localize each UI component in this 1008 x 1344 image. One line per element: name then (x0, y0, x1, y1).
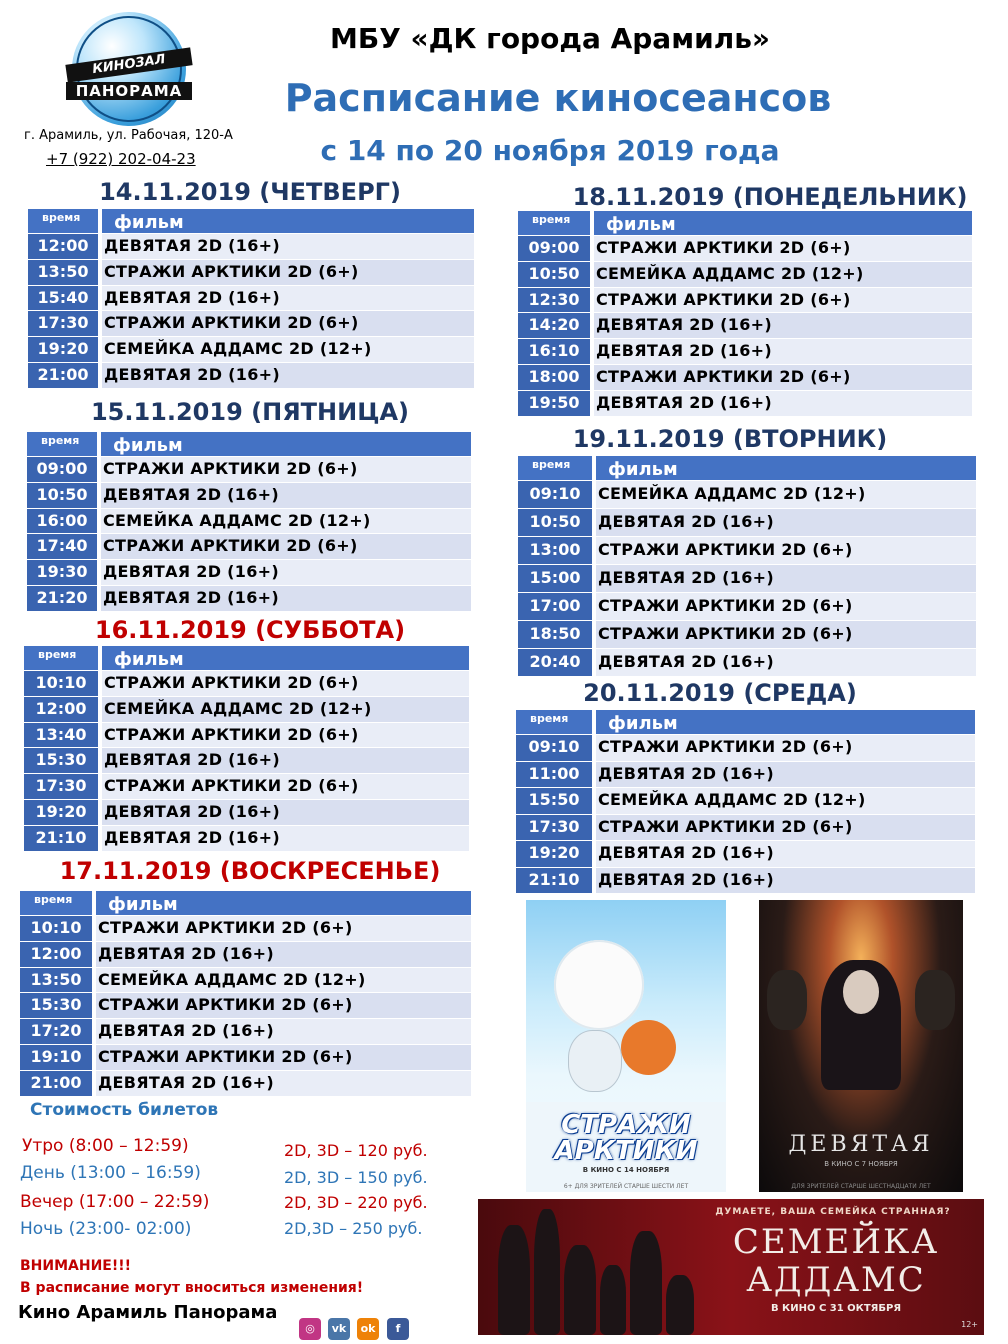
table-row (24, 799, 469, 825)
logo-top-text: КИНОЗАЛ (65, 47, 192, 82)
warning-notice (20, 1255, 363, 1299)
poster-release: В КИНО С 14 НОЯБРЯ (582, 1166, 670, 1174)
footer-name: Кино Арамиль Панорама (18, 1302, 278, 1323)
table-row (24, 670, 469, 696)
table-row (27, 559, 471, 585)
showtime: 17:30 (516, 815, 592, 841)
film-column-header: фильм (102, 646, 469, 670)
time-column-header: время (518, 456, 592, 480)
table-row (28, 285, 474, 311)
table-row (518, 536, 976, 564)
showtime: 19:20 (516, 841, 592, 867)
table-row (516, 867, 975, 894)
film-title: ДЕВЯТАЯ 2D (16+) (102, 286, 474, 311)
price-value-night: 2D,3D – 250 руб. (284, 1219, 423, 1238)
showtime: 16:10 (518, 339, 590, 364)
film-title: ДЕВЯТАЯ 2D (16+) (596, 649, 976, 676)
showtime: 17:40 (27, 534, 97, 559)
film-title: СТРАЖИ АРКТИКИ 2D (6+) (101, 457, 471, 482)
poster-age: 6+ ДЛЯ ЗРИТЕЛЕЙ СТАРШЕ ШЕСТИ ЛЕТ (563, 1183, 689, 1190)
film-title: СТРАЖИ АРКТИКИ 2D (6+) (101, 534, 471, 559)
film-title: ДЕВЯТАЯ 2D (16+) (96, 942, 471, 967)
schedule-table-20-11 (516, 710, 975, 893)
showtime: 12:30 (518, 288, 590, 313)
film-title: СЕМЕЙКА АДДАМС 2D (12+) (102, 697, 469, 722)
showtime: 21:10 (24, 826, 98, 851)
table-row (20, 1070, 471, 1096)
table-header (518, 456, 976, 480)
film-title: СЕМЕЙКА АДДАМС 2D (12+) (596, 788, 975, 814)
film-title: ДЕВЯТАЯ 2D (16+) (102, 363, 474, 388)
schedule-table-15-11 (27, 432, 471, 611)
table-row (24, 747, 469, 773)
table-row (27, 456, 471, 482)
showtime: 21:00 (28, 363, 98, 388)
showtime: 13:50 (28, 260, 98, 285)
day-title-18-11: 18.11.2019 (ПОНЕДЕЛЬНИК) (572, 183, 968, 211)
showtime: 15:00 (518, 565, 592, 592)
poster-title: СТРАЖИ АРКТИКИ (554, 1110, 698, 1166)
table-row (518, 648, 976, 676)
showtime: 17:30 (28, 311, 98, 336)
film-title: ДЕВЯТАЯ 2D (16+) (594, 339, 972, 364)
film-column-header: фильм (594, 211, 972, 235)
film-title: СТРАЖИ АРКТИКИ 2D (6+) (96, 1045, 471, 1070)
showtime: 10:50 (518, 262, 590, 287)
red-fox-art (621, 1020, 676, 1075)
schedule-table-14-11 (28, 209, 474, 388)
organization-title: МБУ «ДК города Арамиль» (329, 22, 770, 55)
logo-bottom-text: ПАНОРАМА (66, 82, 192, 100)
poster-age: ДЛЯ ЗРИТЕЛЕЙ СТАРШЕ ШЕСТНАДЦАТИ ЛЕТ (791, 1183, 931, 1190)
film-title: ДЕВЯТАЯ 2D (16+) (594, 391, 972, 416)
film-title: СТРАЖИ АРКТИКИ 2D (6+) (96, 916, 471, 941)
poster-release: В КИНО С 7 НОЯБРЯ (824, 1160, 898, 1168)
table-row (28, 259, 474, 285)
table-row (518, 235, 972, 261)
showtime: 10:50 (518, 509, 592, 536)
showtime: 10:10 (20, 916, 92, 941)
day-title-19-11: 19.11.2019 (ВТОРНИК) (572, 425, 888, 453)
poster-ninth (759, 900, 963, 1192)
film-title: ДЕВЯТАЯ 2D (16+) (102, 800, 469, 825)
warning-text: В расписание могут вноситься изменения! (20, 1280, 364, 1296)
instagram-icon[interactable]: ◎ (299, 1318, 321, 1340)
table-header (518, 211, 972, 235)
showtime: 19:10 (20, 1045, 92, 1070)
film-column-header: фильм (96, 891, 471, 915)
phone-link[interactable]: +7 (922) 202-04-23 (46, 150, 196, 168)
film-title: ДЕВЯТАЯ 2D (16+) (101, 483, 471, 508)
film-column-header: фильм (102, 209, 474, 233)
price-period-morning: Утро (8:00 – 12:59) (22, 1136, 189, 1156)
schedule-table-17-11 (20, 891, 471, 1096)
film-title: ДЕВЯТАЯ 2D (16+) (102, 234, 474, 259)
time-column-header: время (24, 646, 98, 670)
table-row (27, 585, 471, 611)
film-title: ДЕВЯТАЯ 2D (16+) (102, 826, 469, 851)
showtime: 15:50 (516, 788, 592, 814)
table-row (27, 482, 471, 508)
showtime: 15:30 (20, 993, 92, 1018)
showtime: 15:40 (28, 286, 98, 311)
showtime: 12:00 (28, 234, 98, 259)
table-row (516, 761, 975, 788)
film-title: ДЕВЯТАЯ 2D (16+) (102, 748, 469, 773)
address: г. Арамиль, ул. Рабочая, 120-А (24, 128, 233, 143)
film-title: СЕМЕЙКА АДДАМС 2D (12+) (101, 509, 471, 534)
time-column-header: время (27, 432, 97, 456)
poster-addams-family (478, 1199, 984, 1335)
table-row (27, 533, 471, 559)
day-title-15-11: 15.11.2019 (ПЯТНИЦА) (90, 398, 410, 426)
polar-bear-art (554, 940, 644, 1030)
film-title: СЕМЕЙКА АДДАМС 2D (12+) (594, 262, 972, 287)
table-row (20, 967, 471, 993)
table-row (518, 564, 976, 592)
ok-icon[interactable]: ok (357, 1318, 379, 1340)
table-row (20, 915, 471, 941)
film-title: ДЕВЯТАЯ 2D (16+) (96, 1019, 471, 1044)
film-column-header: фильм (596, 710, 975, 734)
film-title: ДЕВЯТАЯ 2D (16+) (596, 762, 975, 788)
film-title: СТРАЖИ АРКТИКИ 2D (6+) (96, 993, 471, 1018)
showtime: 11:00 (516, 762, 592, 788)
day-title-20-11: 20.11.2019 (СРЕДА) (583, 679, 857, 707)
day-title-16-11: 16.11.2019 (СУББОТА) (94, 616, 406, 644)
day-title-17-11: 17.11.2019 (ВОСКРЕСЕНЬЕ) (59, 857, 441, 885)
table-row (28, 362, 474, 388)
film-title: СТРАЖИ АРКТИКИ 2D (6+) (594, 288, 972, 313)
showtime: 09:10 (518, 481, 592, 508)
table-row (28, 233, 474, 259)
showtime: 09:00 (518, 236, 590, 261)
table-row (516, 787, 975, 814)
table-header (20, 891, 471, 915)
film-title: СЕМЕЙКА АДДАМС 2D (12+) (102, 337, 474, 362)
film-title: СТРАЖИ АРКТИКИ 2D (6+) (596, 593, 976, 620)
poster-age: 12+ (961, 1320, 978, 1329)
table-row (518, 312, 972, 338)
poster-title: СЕМЕЙКА АДДАМС (732, 1222, 940, 1300)
film-title: СТРАЖИ АРКТИКИ 2D (6+) (596, 621, 976, 648)
film-title: СТРАЖИ АРКТИКИ 2D (6+) (102, 260, 474, 285)
table-row (518, 364, 972, 390)
facebook-icon[interactable]: f (387, 1318, 409, 1340)
price-period-evening: Вечер (17:00 – 22:59) (20, 1192, 210, 1212)
film-title: СТРАЖИ АРКТИКИ 2D (6+) (102, 774, 469, 799)
cinema-logo (72, 12, 186, 126)
table-row (20, 1018, 471, 1044)
film-title: ДЕВЯТАЯ 2D (16+) (101, 586, 471, 611)
table-header (24, 646, 469, 670)
table-row (518, 261, 972, 287)
table-row (518, 480, 976, 508)
showtime: 19:30 (27, 560, 97, 585)
time-column-header: время (20, 891, 92, 915)
prices-heading: Стоимость билетов (30, 1100, 219, 1120)
time-column-header: время (516, 710, 592, 734)
page-title: Расписание киносеансов (284, 76, 832, 120)
film-title: СЕМЕЙКА АДДАМС 2D (12+) (596, 481, 976, 508)
showtime: 17:30 (24, 774, 98, 799)
film-title: ДЕВЯТАЯ 2D (16+) (101, 560, 471, 585)
price-period-night: Ночь (23:00- 02:00) (20, 1219, 192, 1239)
price-period-day: День (13:00 – 16:59) (20, 1163, 201, 1183)
arctic-fox-art (568, 1030, 622, 1092)
film-title: СТРАЖИ АРКТИКИ 2D (6+) (594, 365, 972, 390)
table-row (24, 773, 469, 799)
film-title: СТРАЖИ АРКТИКИ 2D (6+) (596, 815, 975, 841)
film-title: ДЕВЯТАЯ 2D (16+) (596, 565, 976, 592)
showtime: 15:30 (24, 748, 98, 773)
schedule-table-16-11 (24, 646, 469, 851)
showtime: 10:50 (27, 483, 97, 508)
film-title: СТРАЖИ АРКТИКИ 2D (6+) (596, 537, 976, 564)
film-title: ДЕВЯТАЯ 2D (16+) (96, 1071, 471, 1096)
table-row (516, 840, 975, 867)
showtime: 10:10 (24, 671, 98, 696)
day-title-14-11: 14.11.2019 (ЧЕТВЕРГ) (99, 178, 401, 206)
table-row (518, 338, 972, 364)
showtime: 09:00 (27, 457, 97, 482)
table-row (516, 814, 975, 841)
time-column-header: время (518, 211, 590, 235)
film-title: ДЕВЯТАЯ 2D (16+) (596, 509, 976, 536)
warning-title: ВНИМАНИЕ!!! (20, 1258, 132, 1274)
showtime: 13:00 (518, 537, 592, 564)
film-title: СТРАЖИ АРКТИКИ 2D (6+) (596, 735, 975, 761)
poster-title: ДЕВЯТАЯ (788, 1132, 934, 1157)
table-row (24, 722, 469, 748)
showtime: 09:10 (516, 735, 592, 761)
table-row (28, 336, 474, 362)
table-row (28, 310, 474, 336)
schedule-table-18-11 (518, 211, 972, 416)
film-title: ДЕВЯТАЯ 2D (16+) (596, 868, 975, 894)
table-row (518, 592, 976, 620)
showtime: 19:20 (28, 337, 98, 362)
table-row (24, 825, 469, 851)
showtime: 17:20 (20, 1019, 92, 1044)
table-header (28, 209, 474, 233)
film-column-header: фильм (596, 456, 976, 480)
film-title: ДЕВЯТАЯ 2D (16+) (594, 313, 972, 338)
showtime: 21:20 (27, 586, 97, 611)
showtime: 18:50 (518, 621, 592, 648)
film-title: СТРАЖИ АРКТИКИ 2D (6+) (102, 311, 474, 336)
table-row (516, 734, 975, 761)
price-value-evening: 2D, 3D – 220 руб. (284, 1193, 428, 1212)
table-row (24, 696, 469, 722)
film-column-header: фильм (101, 432, 471, 456)
table-row (518, 287, 972, 313)
showtime: 19:50 (518, 391, 590, 416)
price-value-day: 2D, 3D – 150 руб. (284, 1168, 428, 1187)
showtime: 17:00 (518, 593, 592, 620)
table-row (27, 508, 471, 534)
showtime: 12:00 (24, 697, 98, 722)
table-row (20, 941, 471, 967)
poster-tagline: ДУМАЕТЕ, ВАША СЕМЕЙКА СТРАННАЯ? (715, 1207, 951, 1217)
film-title: СТРАЖИ АРКТИКИ 2D (6+) (594, 236, 972, 261)
poster-arctic-dogs (526, 900, 726, 1192)
showtime: 13:40 (24, 723, 98, 748)
time-column-header: время (28, 209, 98, 233)
table-header (27, 432, 471, 456)
showtime: 16:00 (27, 509, 97, 534)
poster-release: В КИНО С 31 ОКТЯБРЯ (770, 1303, 902, 1314)
showtime: 20:40 (518, 649, 592, 676)
table-header (516, 710, 975, 734)
film-title: СЕМЕЙКА АДДАМС 2D (12+) (96, 968, 471, 993)
table-row (518, 620, 976, 648)
showtime: 14:20 (518, 313, 590, 338)
table-row (518, 508, 976, 536)
showtime: 21:10 (516, 868, 592, 894)
schedule-table-19-11 (518, 456, 976, 676)
date-range: с 14 по 20 ноября 2019 года (320, 134, 780, 167)
film-title: СТРАЖИ АРКТИКИ 2D (6+) (102, 671, 469, 696)
table-row (518, 390, 972, 416)
showtime: 21:00 (20, 1071, 92, 1096)
showtime: 18:00 (518, 365, 590, 390)
showtime: 19:20 (24, 800, 98, 825)
showtime: 12:00 (20, 942, 92, 967)
vk-icon[interactable]: vk (328, 1318, 350, 1340)
price-value-morning: 2D, 3D – 120 руб. (284, 1141, 428, 1160)
film-title: ДЕВЯТАЯ 2D (16+) (596, 841, 975, 867)
showtime: 13:50 (20, 968, 92, 993)
table-row (20, 992, 471, 1018)
film-title: СТРАЖИ АРКТИКИ 2D (6+) (102, 723, 469, 748)
table-row (20, 1044, 471, 1070)
